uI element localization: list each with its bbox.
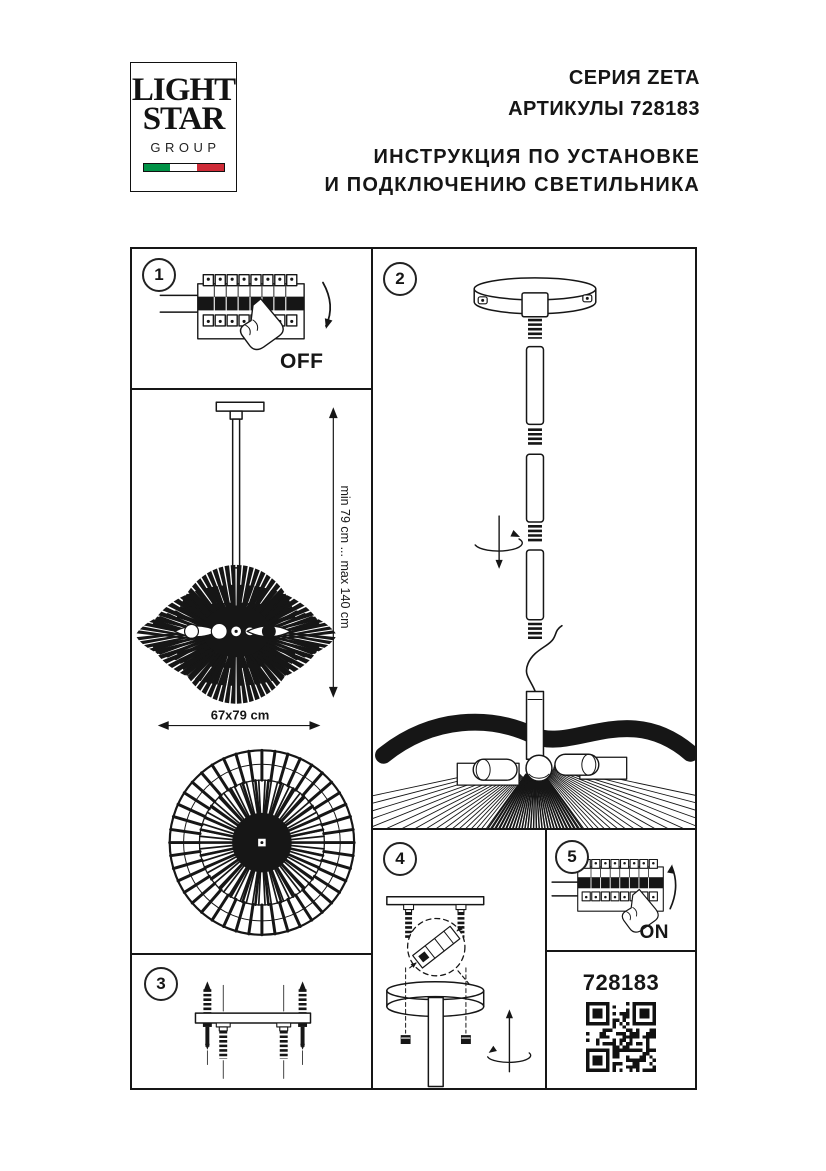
rod-assembly-illustration <box>373 249 695 828</box>
step3-number-badge <box>144 967 178 1001</box>
qr-code <box>586 1002 656 1072</box>
step2-panel <box>373 249 695 830</box>
step3-panel <box>132 955 373 1088</box>
step4-panel <box>373 830 547 1088</box>
flag-green-stripe <box>144 164 171 171</box>
pendant-lamp-illustration <box>132 390 371 953</box>
height-range-label: min 79 cm ... max 140 cm <box>338 485 352 629</box>
logo-line3: GROUP <box>150 140 221 155</box>
title-line2: И ПОДКЛЮЧЕНИЮ СВЕТИЛЬНИКА <box>324 174 700 196</box>
articles-label: АРТИКУЛЫ 728183 <box>508 98 700 120</box>
title-line1: ИНСТРУКЦИЯ ПО УСТАНОВКЕ <box>373 146 700 168</box>
step4-number: 4 <box>395 849 405 868</box>
logo-line1: LIGHT <box>131 72 236 108</box>
step1-number-badge <box>142 258 176 292</box>
step5-panel <box>547 830 695 952</box>
diameter-label: 67x79 cm <box>210 707 270 723</box>
article-number: 728183 <box>582 970 660 995</box>
power-on-label: ON <box>639 922 669 943</box>
step5-number-badge <box>555 840 589 874</box>
power-off-label: OFF <box>280 350 324 373</box>
step1-number: 1 <box>154 265 164 284</box>
step4-number-badge <box>383 842 417 876</box>
flag-white-stripe <box>170 164 197 171</box>
series-label: СЕРИЯ ZETA <box>568 67 700 89</box>
step2-number: 2 <box>395 269 405 288</box>
step1-panel <box>132 249 373 390</box>
instruction-grid <box>130 247 697 1090</box>
step3-number: 3 <box>156 974 166 993</box>
logo-line2: STAR <box>142 101 225 137</box>
italy-flag-icon <box>143 163 225 172</box>
lightstar-logo <box>130 62 237 192</box>
step2-number-badge <box>383 262 417 296</box>
instruction-title <box>324 143 700 199</box>
step5-number: 5 <box>567 847 577 866</box>
lamp-dimensions-panel <box>132 390 373 955</box>
header-text <box>324 63 700 199</box>
flag-red-stripe <box>197 164 224 171</box>
article-qr-panel <box>547 952 695 1088</box>
